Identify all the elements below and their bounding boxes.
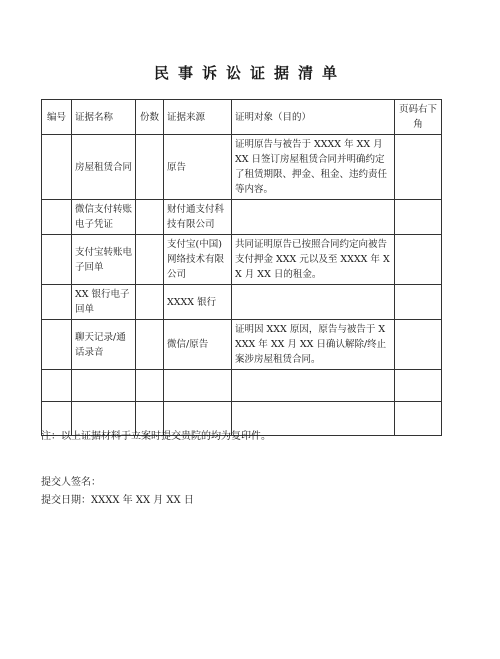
cell-source: 原告	[164, 135, 232, 200]
cell-purpose: 证明原告与被告于 XXXX 年 XX 月 XX 日签订房屋租赁合同并明确约定了租赁期限、押金、租金、违约责任等内容。	[232, 135, 395, 200]
cell-purpose	[232, 370, 395, 402]
cell-number	[42, 200, 72, 235]
cell-page	[395, 285, 442, 320]
cell-page	[395, 320, 442, 370]
header-copies: 份数	[136, 100, 164, 135]
cell-evidence-name: 微信支付转账电子凭证	[72, 200, 136, 235]
cell-copies	[136, 200, 164, 235]
cell-copies	[136, 320, 164, 370]
cell-purpose: 证明因 XXX 原因，原告与被告于 XXXX 年 XX 月 XX 日确认解除/终止案涉房屋租赁合同。	[232, 320, 395, 370]
cell-evidence-name: 聊天记录/通话录音	[72, 320, 136, 370]
cell-source: 支付宝(中国)网络技术有限公司	[164, 235, 232, 285]
cell-evidence-name	[72, 370, 136, 402]
cell-source: 财付通支付科技有限公司	[164, 200, 232, 235]
cell-copies	[136, 370, 164, 402]
submission-block	[41, 474, 194, 510]
footnote: 注：以上证据材料于立案时提交贵院的均为复印件。	[41, 431, 271, 442]
cell-source	[164, 370, 232, 402]
header-purpose: 证明对象（目的）	[232, 100, 395, 135]
signature-label: 提交人签名：	[41, 477, 101, 488]
cell-evidence-name: 支付宝转账电子回单	[72, 235, 136, 285]
cell-copies	[136, 135, 164, 200]
cell-page	[395, 235, 442, 285]
header-page-number: 页码右下角	[395, 100, 442, 135]
cell-page	[395, 370, 442, 402]
table-row	[42, 285, 442, 320]
header-number: 编号	[42, 100, 72, 135]
cell-page	[395, 402, 442, 436]
submission-date: 提交日期：XXXX 年 XX 月 XX 日	[41, 495, 194, 506]
cell-purpose	[232, 285, 395, 320]
cell-evidence-name: XX 银行电子回单	[72, 285, 136, 320]
cell-purpose	[232, 200, 395, 235]
table-row	[42, 200, 442, 235]
cell-purpose: 共同证明原告已按照合同约定向被告支付押金 XXX 元以及至 XXXX 年 XX 月 XX 日的租金。	[232, 235, 395, 285]
cell-number	[42, 235, 72, 285]
table-header-row	[42, 100, 442, 135]
table-row	[42, 135, 442, 200]
cell-number	[42, 370, 72, 402]
cell-copies	[136, 285, 164, 320]
table-row	[42, 370, 442, 402]
header-source: 证据来源	[164, 100, 232, 135]
cell-number	[42, 320, 72, 370]
cell-page	[395, 135, 442, 200]
cell-copies	[136, 235, 164, 285]
table-row	[42, 235, 442, 285]
cell-source: 微信/原告	[164, 320, 232, 370]
cell-source: XXXX 银行	[164, 285, 232, 320]
evidence-table	[41, 99, 442, 436]
document-title: 民事诉讼证据清单	[153, 64, 346, 82]
cell-number	[42, 135, 72, 200]
header-evidence-name: 证据名称	[72, 100, 136, 135]
cell-evidence-name: 房屋租赁合同	[72, 135, 136, 200]
table-row	[42, 320, 442, 370]
cell-number	[42, 285, 72, 320]
cell-page	[395, 200, 442, 235]
